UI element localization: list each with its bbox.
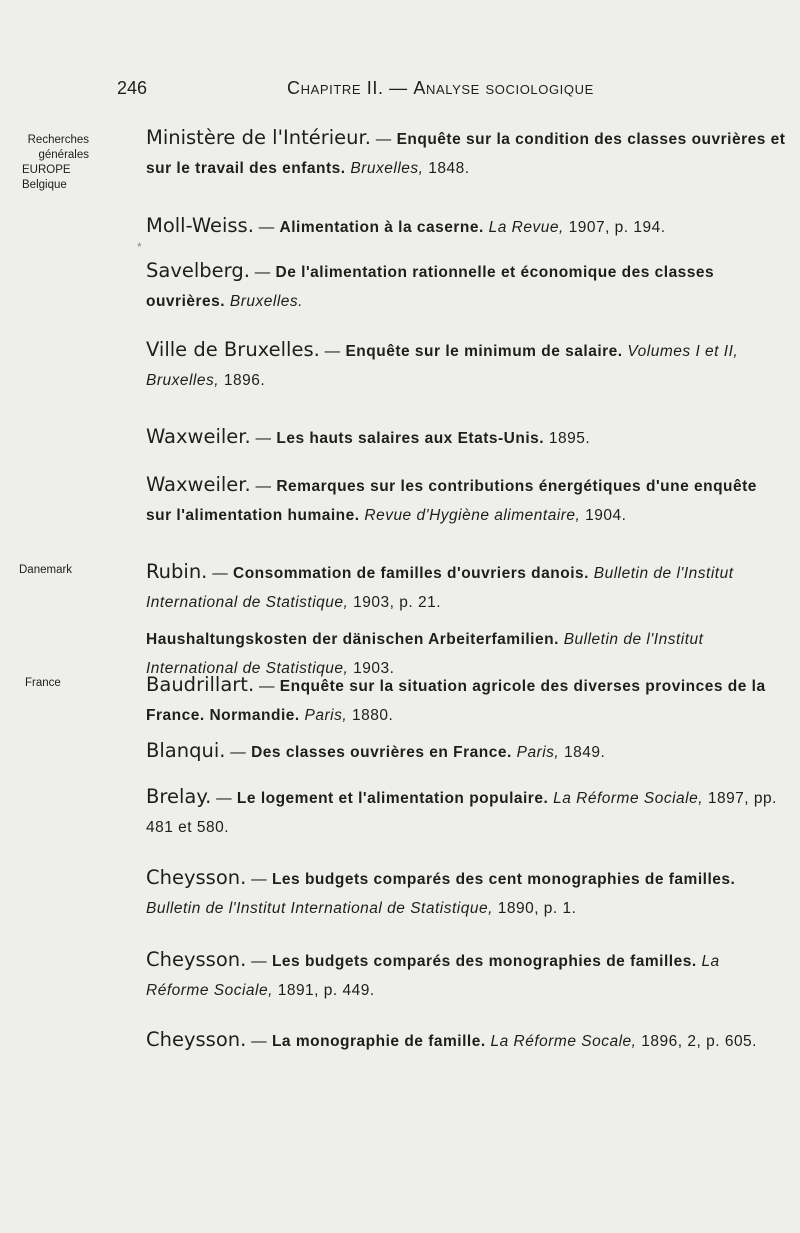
entry-author: Savelberg. [146, 259, 250, 282]
bibliography-entry [146, 422, 786, 453]
header-dash: — [389, 78, 408, 98]
bibliography-entry [146, 945, 786, 1005]
entry-details: 1895. [544, 430, 591, 447]
entry-source: Bulletin de l'Institut International de Statistique, [146, 565, 734, 611]
entry-source: Bruxelles, [350, 160, 424, 177]
entry-title: Les hauts salaires aux Etats-Unis. [276, 430, 545, 447]
bibliography-entry [146, 123, 786, 183]
entry-author: Ville de Bruxelles. [146, 338, 320, 361]
entry-source: La Réforme Sociale, [553, 790, 704, 807]
entry-source: Bulletin de l'Institut International de Statistique, [146, 900, 493, 917]
bibliography-entry [146, 335, 786, 395]
entry-author: Cheysson. [146, 948, 247, 971]
bibliography-entry [146, 782, 786, 842]
entry-source: Paris, [304, 707, 348, 724]
bibliography-entry [146, 670, 786, 730]
entry-separator: — [225, 744, 252, 761]
entry-details: 1890, p. 1. [492, 900, 577, 917]
entry-details: 1896. [219, 372, 266, 389]
entry-title: Enquête sur le minimum de salaire. [345, 343, 623, 360]
entry-source: Bulletin de l'Institut International de Statistique, [146, 631, 704, 677]
entry-separator: — [254, 678, 280, 695]
entry-separator: — [250, 430, 277, 447]
entry-separator: — [211, 790, 237, 807]
entry-title: Le logement et l'alimentation populaire. [236, 790, 549, 807]
entry-separator: — [253, 219, 280, 236]
entry-separator: — [319, 343, 346, 360]
entry-separator: — [246, 871, 272, 888]
entry-author: Cheysson. [146, 866, 247, 889]
bibliography-entry [146, 256, 786, 316]
entry-title: Haushaltungskosten der dänischen Arbeiterfamilien. [146, 631, 559, 648]
entry-separator: — [246, 953, 272, 970]
entry-source: Bruxelles. [229, 293, 303, 310]
section-label: Analyse sociologique [413, 78, 594, 98]
chapter-label: Chapitre II. [287, 78, 384, 98]
asterisk-mark: * [137, 240, 142, 254]
entry-title: Alimentation à la caserne. [279, 219, 484, 236]
entry-author: Ministère de l'Intérieur. [146, 126, 371, 149]
bibliography-entry [146, 557, 786, 617]
margin-note-europe [22, 163, 71, 193]
margin-recherches: Recherches [27, 134, 89, 146]
entry-title: Enquête sur la condition des classes ouvrières et sur le travail des enfants. [146, 131, 786, 177]
entry-separator: — [250, 478, 277, 495]
entry-details: 1903, p. 21. [348, 594, 442, 611]
margin-note-recherches [22, 133, 89, 163]
entry-title: Enquête sur la situation agricole des diverses provinces de la France. Normandie. [146, 678, 766, 724]
entry-details: 1907, p. 194. [563, 219, 666, 236]
entry-separator: — [246, 1033, 272, 1050]
entry-source: Volumes I et II, Bruxelles, [146, 343, 739, 389]
entry-author: Rubin. [146, 560, 208, 583]
entry-details: 1897, pp. 481 et 580. [146, 790, 777, 836]
entry-author: Waxweiler. [146, 473, 251, 496]
entry-source: La Réforme Socale, [490, 1033, 637, 1050]
entry-source: La Revue, [488, 219, 564, 236]
entry-separator: — [370, 131, 397, 148]
entry-source: La Réforme Sociale, [146, 953, 720, 999]
entry-separator: — [207, 565, 234, 582]
entry-author: Moll-Weiss. [146, 214, 254, 237]
entry-author: Cheysson. [146, 1028, 247, 1051]
entry-title: De l'alimentation rationnelle et économique des classes ouvrières. [146, 264, 715, 310]
entry-details: 1903. [348, 660, 395, 677]
bibliography-entry [146, 470, 786, 530]
entry-title: Remarques sur les contributions énergétiques d'une enquête sur l'alimentation humaine. [146, 478, 757, 524]
margin-note-danemark: Danemark [19, 564, 73, 576]
entry-source: Revue d'Hygiène alimentaire, [364, 507, 581, 524]
bibliography-entry [146, 1025, 786, 1056]
entry-title: Des classes ouvrières en France. [251, 744, 512, 761]
margin-belgique: Belgique [22, 179, 67, 191]
entry-author: Brelay. [146, 785, 212, 808]
bibliography-entry [146, 736, 786, 767]
margin-note-france: France [25, 677, 61, 689]
entry-title: Les budgets comparés des cent monographies de familles. [271, 871, 736, 888]
page-number: 246 [117, 78, 148, 98]
entry-separator: — [249, 264, 276, 281]
entry-details: 1896, 2, p. 605. [636, 1033, 757, 1050]
bibliography-entry [146, 863, 786, 923]
entry-author: Waxweiler. [146, 425, 251, 448]
entry-author: Blanqui. [146, 739, 226, 762]
entry-details: 1848. [423, 160, 470, 177]
entry-details: 1849. [559, 744, 606, 761]
margin-europe: EUROPE [22, 164, 71, 176]
entry-details: 1891, p. 449. [272, 982, 375, 999]
entry-details: 1880. [347, 707, 394, 724]
entry-details: 1904. [580, 507, 627, 524]
entry-author: Baudrillart. [146, 673, 255, 696]
bibliography-entry [146, 211, 786, 242]
entry-source: Paris, [516, 744, 560, 761]
entry-title: La monographie de famille. [271, 1033, 486, 1050]
running-head [287, 78, 594, 99]
entry-title: Consommation de familles d'ouvriers danois. [233, 565, 589, 582]
entry-title: Les budgets comparés des monographies de familles. [271, 953, 697, 970]
margin-generales: générales [38, 149, 89, 161]
